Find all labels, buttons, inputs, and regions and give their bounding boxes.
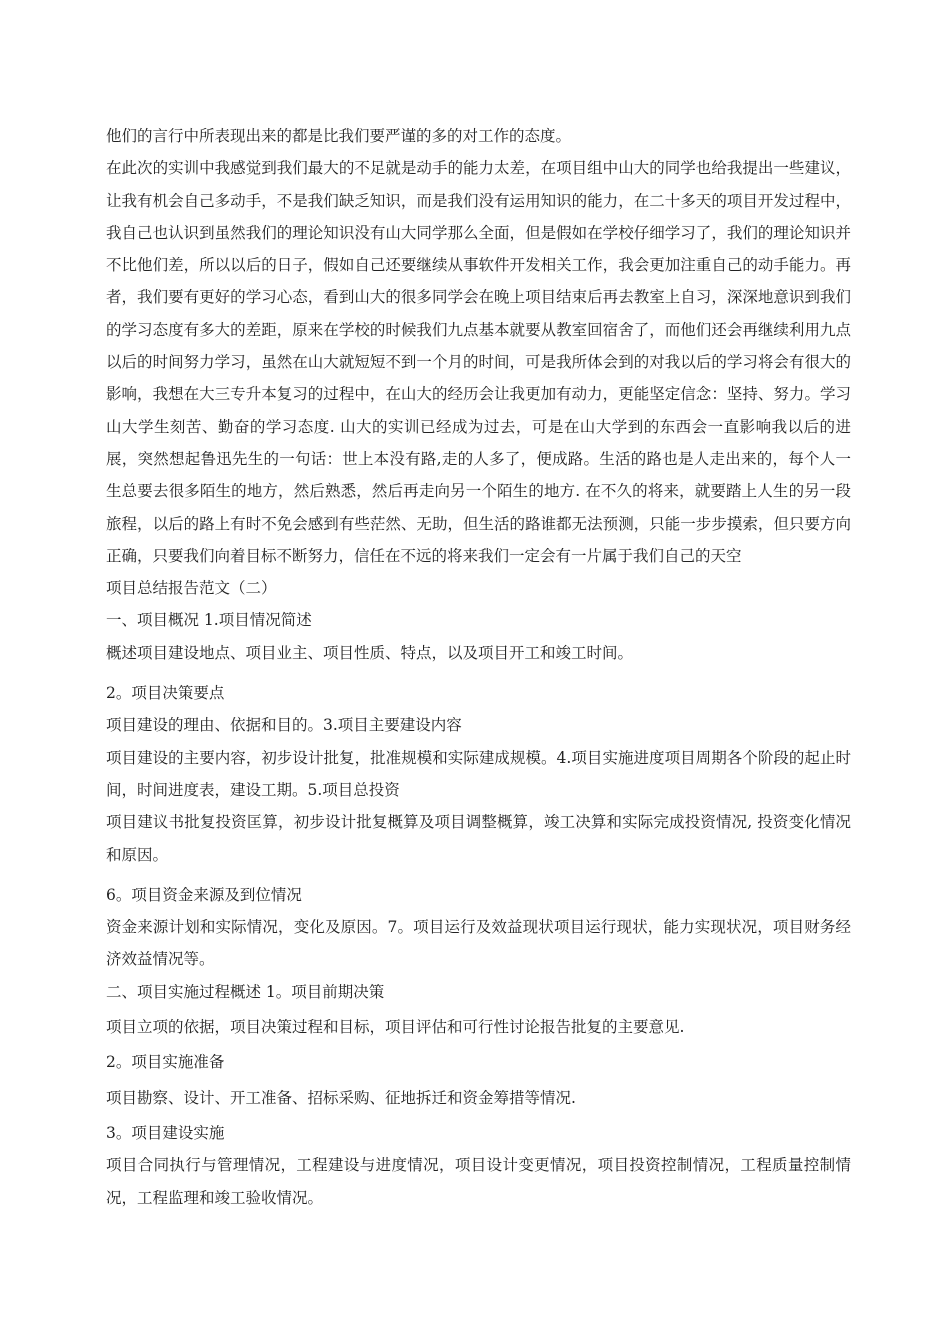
paragraph-main-content: 项目建设的主要内容，初步设计批复，批准规模和实际建成规模。4.项目实施进度项目周期各个阶段的起止时间，时间进度表，建设工期。5.项目总投资 bbox=[106, 748, 851, 799]
heading-funding-sources: 6。项目资金来源及到位情况 bbox=[106, 885, 302, 904]
heading-construction: 3。项目建设实施 bbox=[106, 1123, 225, 1142]
paragraph-funding-text: 资金来源计划和实际情况，变化及原因。7。项目运行及效益现状项目运行现状，能力实现状况，项目财务经济效益情况等。 bbox=[106, 918, 851, 969]
heading-implementation-overview: 二、项目实施过程概述 1。项目前期决策 bbox=[106, 982, 385, 1001]
paragraph-approval-basis: 项目立项的依据，项目决策过程和目标，项目评估和可行性讨论报告批复的主要意见. bbox=[106, 1018, 685, 1037]
paragraph-training-reflection: 在此次的实训中我感觉到我们最大的不足就是动手的能力太差，在项目组中山大的同学也给我提出一些建议，让我有机会自己多动手，不是我们缺乏知识，而是我们没有运用知识的能力，在二十多天的项目开发过程中，我自己也认识到虽然我们的理论知识没有山大同学那么全面，但是假如在学校仔细学习了，我们的理论知识并不比他们差，所以以后的日子，假如自己还要继续从事软件开发相关工作，我会更加注重自己的动手能力。再者，我们要有更好的学习心态，看到山大的很多同学会在晚上项目结束后再去教室上自习，深深地意识到我们的学习态度有多大的差距，原来在学校的时候我们九点基本就要从教室回宿舍了，而他们还会再继续利用九点以后的时间努力学习，虽然在山大就短短不到一个月的时间，可是我所体会到的对我以后的学习将会有很大的影响，我想在大三专升本复习的过程中，在山大的经历会让我更加有动力，更能坚定信念：坚持、努力。学习山大学生刻苦、勤奋的学习态度. 山大的实训已经成为过去，可是在山大学到的东西会一直影响我以后的进展，突然想起鲁迅先生的一句话：世上本没有路,走的人多了，便成路。生活的路也是人走出来的，每个人一生总要去很多陌生的地方，然后熟悉，然后再走向另一个陌生的地方. 在不久的将来，就要踏上人生的另一段旅程，以后的路上有时不免会感到有些茫然、无助，但生活的路谁都无法预测，只能一步步摸索，但只要方向正确，只要我们向着目标不断努力，信任在不远的将来我们一定会有一片属于我们自己的天空 bbox=[106, 159, 851, 565]
heading-decision-points: 2。项目决策要点 bbox=[106, 684, 225, 703]
paragraph-investment: 项目建议书批复投资匡算，初步设计批复概算及项目调整概算，竣工决算和实际完成投资情况, 投资变化情况和原因。 bbox=[106, 813, 851, 864]
document-page bbox=[106, 120, 851, 1214]
heading-implementation-prep: 2。项目实施准备 bbox=[106, 1053, 225, 1072]
heading-project-overview: 一、项目概况 1.项目情况简述 bbox=[106, 611, 312, 630]
section-title-report-sample-2: 项目总结报告范文（二） bbox=[106, 579, 277, 598]
paragraph-prep-text: 项目勘察、设计、开工准备、招标采购、征地拆迁和资金筹措等情况. bbox=[106, 1088, 576, 1107]
paragraph-overview-text: 概述项目建设地点、项目业主、项目性质、特点，以及项目开工和竣工时间。 bbox=[106, 643, 634, 662]
paragraph-construction-text: 项目合同执行与管理情况，工程建设与进度情况，项目设计变更情况，项目投资控制情况，工程质量控制情况，工程监理和竣工验收情况。 bbox=[106, 1156, 851, 1207]
paragraph-decision-reasons: 项目建设的理由、依据和目的。3.项目主要建设内容 bbox=[106, 716, 462, 735]
paragraph-continuation: 他们的言行中所表现出来的都是比我们要严谨的多的对工作的态度。 bbox=[106, 127, 572, 145]
